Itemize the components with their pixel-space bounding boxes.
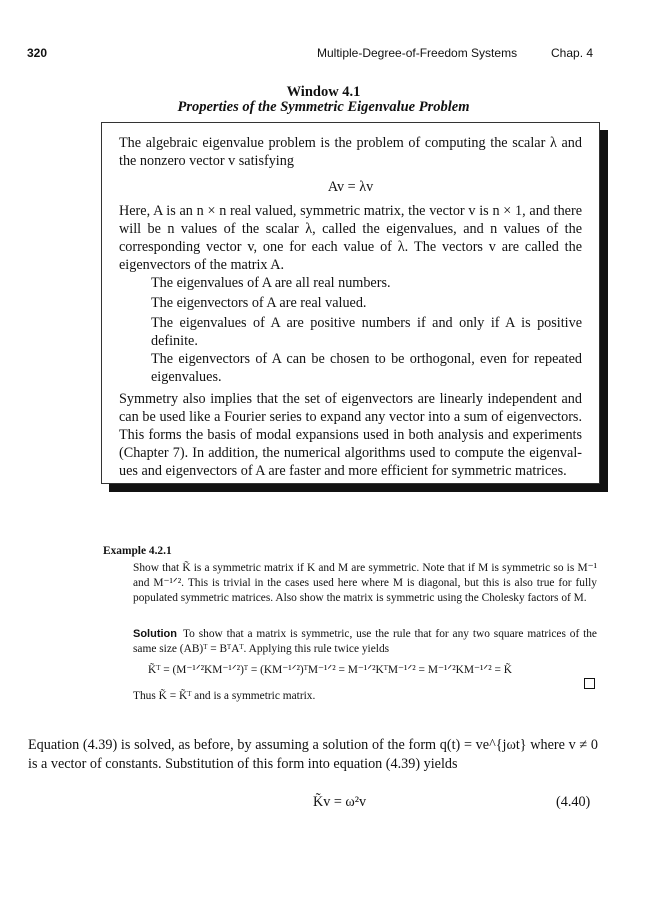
property-item: The eigenvectors of A can be chosen to be orthogonal, even for repeated eigenvalues. xyxy=(151,351,582,385)
property-item: The eigenvalues of A are positive numbers if and only if A is positive definite. xyxy=(151,315,582,349)
window-equation: Av = λv xyxy=(327,179,374,195)
example-title: Example 4.2.1 xyxy=(103,545,172,557)
example-equation: K̃ᵀ = (M⁻¹ᐟ²KM⁻¹ᐟ²)ᵀ = (KM⁻¹ᐟ²)ᵀM⁻¹ᐟ² = M⁻¹ᐟ²KᵀM⁻¹ᐟ² = M⁻¹ᐟ²KM⁻¹ᐟ² = K̃ xyxy=(148,664,512,676)
solution-text: To show that a matrix is symmetric, use the rule that for any two square matrices of the same size (AB)ᵀ = BᵀAᵀ. Applying this rule twice yields xyxy=(133,628,597,655)
property-item: The eigenvalues of A are all real numbers. xyxy=(151,275,391,291)
body-equation: K̃v = ω²v xyxy=(313,794,367,810)
window-box xyxy=(101,122,600,484)
example-conclusion: Thus K̃ = K̃ᵀ and is a symmetric matrix. xyxy=(133,690,316,702)
property-item: The eigenvectors of A are real valued. xyxy=(151,295,367,311)
window-label: Window 4.1 xyxy=(286,84,361,100)
window-intro: The algebraic eigenvalue problem is the problem of computing the scalar λ and the nonzero vector v satisfying xyxy=(119,135,582,169)
body-paragraph: Equation (4.39) is solved, as before, by assuming a solution of the form q(t) = ve^{jωt} where v ≠ 0 is a vector of constants. Substitution of this form into equation (4.39) yields xyxy=(28,737,598,772)
running-title: Multiple-Degree-of-Freedom Systems xyxy=(317,46,518,60)
window-description: Here, A is an n × n real valued, symmetric matrix, the vector v is n × 1, and there will be n values of the scalar λ, called the eigenvalues, and n values of the corresponding vector v, one for each value of λ. The vectors v are called the eigenvectors of the matrix A. xyxy=(119,203,582,273)
qed-square-icon xyxy=(584,678,595,689)
window-closing: Symmetry also implies that the set of eigenvectors are linearly independent and can be used like a Fourier series to expand any vector into a sum of eigenvectors. This forms the basis of modal expansions used in both analysis and experiments (Chapter 7). In addition, the numerical algorithms used to compute the eigenval-ues and eigenvectors of A are faster and more efficient for symmetric matrices. xyxy=(119,391,582,479)
solution-label: Solution xyxy=(133,628,177,640)
chapter-label: Chap. 4 xyxy=(551,46,594,60)
equation-number: (4.40) xyxy=(556,794,591,810)
example-statement: Show that K̃ is a symmetric matrix if K and M are symmetric. Note that if M is symmetric so is M⁻¹ and M⁻¹ᐟ². This is trivial in the cases used here where M is diagonal, but this is also true for fully populated symmetric matrices. Also show the matrix is symmetric using the Cholesky factors of M. xyxy=(133,562,597,604)
solution-paragraph xyxy=(133,627,597,657)
window-title: Properties of the Symmetric Eigenvalue Problem xyxy=(177,99,470,115)
page-number: 320 xyxy=(27,46,48,60)
